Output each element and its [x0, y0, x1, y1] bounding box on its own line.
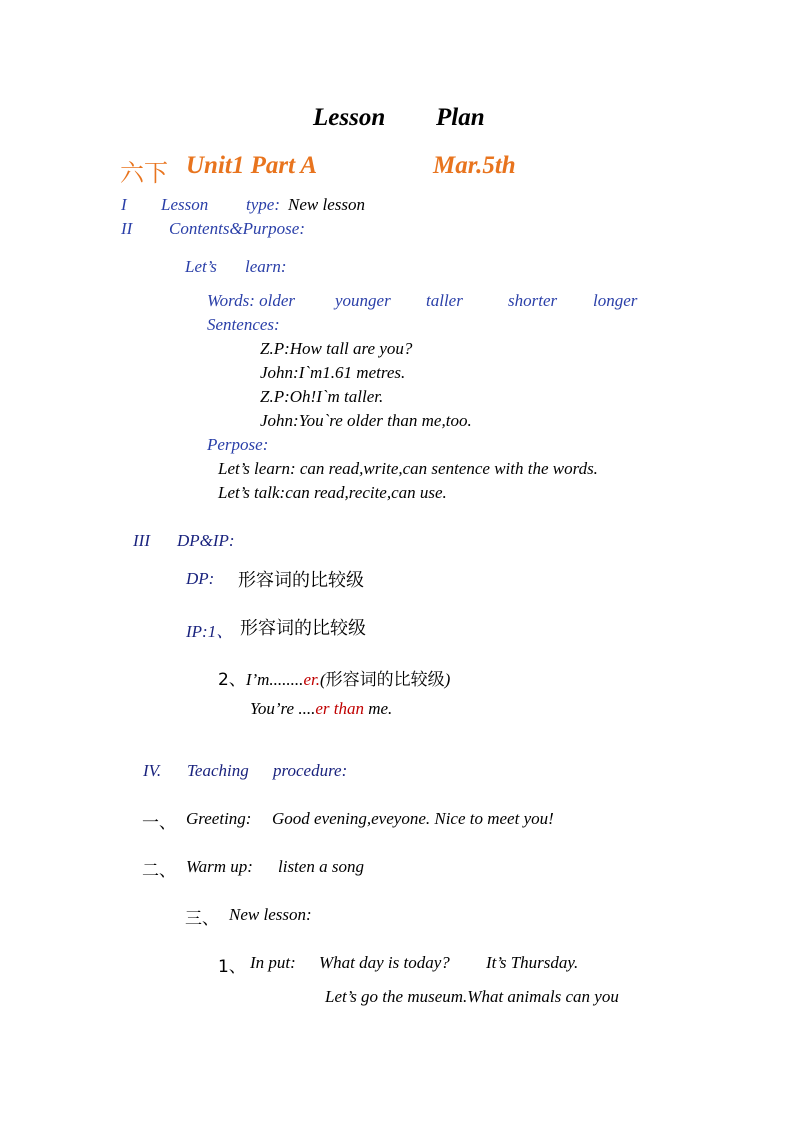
word-longer: longer — [593, 291, 638, 310]
ip3-text-b: me. — [368, 699, 393, 718]
ip2-red: er. — [303, 670, 320, 689]
word-shorter: shorter — [508, 291, 558, 310]
input-question: What day is today? — [319, 953, 450, 972]
words-label: Words: older — [207, 291, 295, 310]
section4-label-procedure: procedure: — [273, 761, 348, 780]
ip2-prefix: 2、 — [218, 670, 246, 690]
section2-numeral: II — [121, 219, 133, 238]
ip2-text-a: I’m........ — [245, 670, 304, 689]
lets-learn-label: Let’s — [185, 257, 217, 276]
purpose-line: Let’s talk:can read,recite,can use. — [218, 483, 447, 502]
section1-value: New lesson — [288, 195, 365, 214]
sentence-line: Z.P:How tall are you? — [260, 339, 413, 358]
section1-label-lesson: Lesson — [161, 195, 209, 214]
unit-label: Unit1 Part A — [186, 152, 318, 179]
step1-value: Good evening,eveyone. Nice to meet you! — [272, 809, 554, 828]
purpose-line: Let’s learn: can read,write,can sentence with the words. — [218, 459, 598, 478]
step3-num: 三、 — [185, 909, 219, 929]
ip2-text-b: ( — [319, 670, 326, 689]
section3-label: DP&IP: — [177, 531, 235, 550]
ip3-line — [250, 699, 392, 719]
step2-num: 二、 — [142, 861, 176, 881]
title-plan: Plan — [436, 104, 485, 131]
section4-label-teaching: Teaching — [187, 761, 249, 780]
step2-value: listen a song — [278, 857, 364, 876]
title-lesson: Lesson — [313, 104, 386, 131]
ip3-red: er than — [315, 699, 364, 718]
sentences-label: Sentences: — [207, 315, 280, 334]
ip-label: IP:1、 — [186, 622, 234, 641]
section2-label: Contents&Purpose: — [169, 219, 305, 238]
word-younger: younger — [335, 291, 391, 310]
step1-label: Greeting: — [186, 809, 252, 828]
input-answer: It’s Thursday. — [486, 953, 579, 972]
sentence-line: John:You`re older than me,too. — [260, 411, 472, 430]
dp-label: DP: — [186, 569, 215, 588]
word-taller: taller — [426, 291, 463, 310]
sentence-line: John:I`m1.61 metres. — [260, 363, 406, 382]
ip2-cjk: 形容词的比较级 — [325, 670, 445, 690]
grade-label: 六下 — [120, 159, 168, 187]
ip3-text-a: You’re .... — [250, 699, 316, 718]
input-num: 1、 — [218, 957, 246, 977]
section1-numeral: I — [121, 195, 127, 214]
section4-numeral: IV. — [143, 761, 162, 780]
dp-value: 形容词的比较级 — [238, 570, 364, 591]
input-line2: Let’s go the museum.What animals can you — [325, 987, 619, 1006]
section1-label-type: type: — [246, 195, 280, 214]
ip2-text-c: ) — [444, 670, 451, 689]
input-label: In put: — [250, 953, 296, 972]
purpose-label: Perpose: — [207, 435, 269, 454]
step1-num: 一、 — [142, 813, 176, 833]
date-label: Mar.5th — [433, 152, 516, 179]
section3-numeral: III — [133, 531, 150, 550]
step3-label: New lesson: — [229, 905, 312, 924]
lets-learn-label2: learn: — [245, 257, 287, 276]
sentence-line: Z.P:Oh!I`m taller. — [260, 387, 384, 406]
ip-value: 形容词的比较级 — [240, 618, 366, 639]
ip2-line — [218, 665, 450, 690]
step2-label: Warm up: — [186, 857, 253, 876]
